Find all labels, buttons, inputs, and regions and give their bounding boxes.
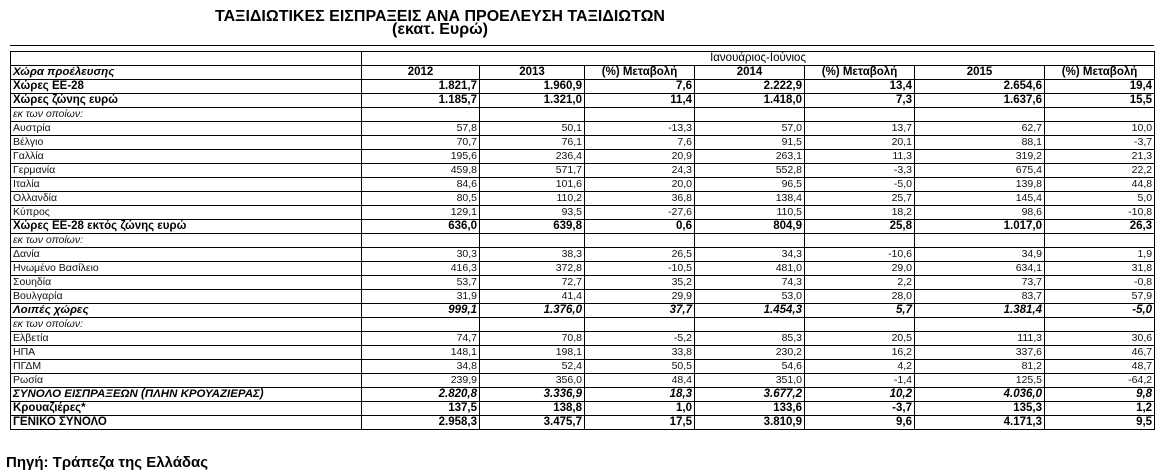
period-header-row bbox=[11, 52, 1155, 66]
value-cell: 29,9 bbox=[585, 290, 695, 304]
value-cell bbox=[585, 318, 695, 332]
value-cell: 30,6 bbox=[1045, 332, 1155, 346]
value-cell: 98,6 bbox=[915, 206, 1045, 220]
value-cell: -5,0 bbox=[805, 178, 915, 192]
value-cell: 7,3 bbox=[805, 94, 915, 108]
value-cell: 3.677,2 bbox=[695, 388, 805, 402]
value-cell: 53,7 bbox=[362, 276, 480, 290]
value-cell: 52,4 bbox=[480, 360, 585, 374]
period-header: Ιανουάριος-Ιούνιος bbox=[362, 52, 1155, 66]
header-country: Χώρα προέλευσης bbox=[11, 66, 362, 80]
country-cell: Ιταλία bbox=[11, 178, 362, 192]
value-cell: -13,3 bbox=[585, 122, 695, 136]
value-cell: 10,0 bbox=[1045, 122, 1155, 136]
value-cell: 34,3 bbox=[695, 248, 805, 262]
value-cell: 21,3 bbox=[1045, 150, 1155, 164]
value-cell bbox=[805, 234, 915, 248]
value-cell: 1.821,7 bbox=[362, 80, 480, 94]
value-cell: -5,0 bbox=[1045, 304, 1155, 318]
header-2015: 2015 bbox=[915, 66, 1045, 80]
value-cell: 319,2 bbox=[915, 150, 1045, 164]
value-cell bbox=[480, 108, 585, 122]
value-cell: 351,0 bbox=[695, 374, 805, 388]
value-cell: -3,3 bbox=[805, 164, 915, 178]
value-cell: 125,5 bbox=[915, 374, 1045, 388]
value-cell: 1.381,4 bbox=[915, 304, 1045, 318]
table-row bbox=[11, 164, 1155, 178]
country-cell: Αυστρία bbox=[11, 122, 362, 136]
value-cell: 0,6 bbox=[585, 220, 695, 234]
country-cell: Ελβετία bbox=[11, 332, 362, 346]
value-cell: 70,8 bbox=[480, 332, 585, 346]
country-cell: Ολλανδία bbox=[11, 192, 362, 206]
value-cell bbox=[480, 234, 585, 248]
value-cell: 148,1 bbox=[362, 346, 480, 360]
receipts-table bbox=[10, 51, 1155, 430]
value-cell bbox=[1045, 234, 1155, 248]
value-cell: 634,1 bbox=[915, 262, 1045, 276]
value-cell: 129,1 bbox=[362, 206, 480, 220]
value-cell bbox=[362, 318, 480, 332]
table-row bbox=[11, 80, 1155, 94]
table-row bbox=[11, 402, 1155, 416]
value-cell: 35,2 bbox=[585, 276, 695, 290]
value-cell bbox=[915, 108, 1045, 122]
value-cell: 57,0 bbox=[695, 122, 805, 136]
value-cell: 7,6 bbox=[585, 80, 695, 94]
value-cell: 3.475,7 bbox=[480, 416, 585, 430]
value-cell: 20,0 bbox=[585, 178, 695, 192]
value-cell: 20,5 bbox=[805, 332, 915, 346]
value-cell: 50,1 bbox=[480, 122, 585, 136]
country-cell: ΗΠΑ bbox=[11, 346, 362, 360]
table-row bbox=[11, 234, 1155, 248]
value-cell: 239,9 bbox=[362, 374, 480, 388]
value-cell: 337,6 bbox=[915, 346, 1045, 360]
table-row bbox=[11, 178, 1155, 192]
value-cell: 2.654,6 bbox=[915, 80, 1045, 94]
value-cell bbox=[1045, 108, 1155, 122]
value-cell: 1,9 bbox=[1045, 248, 1155, 262]
value-cell: 10,2 bbox=[805, 388, 915, 402]
value-cell: 4.171,3 bbox=[915, 416, 1045, 430]
value-cell: 25,7 bbox=[805, 192, 915, 206]
value-cell: 36,8 bbox=[585, 192, 695, 206]
country-cell: Λοιπές χώρες bbox=[11, 304, 362, 318]
value-cell: 41,4 bbox=[480, 290, 585, 304]
value-cell: 1.454,3 bbox=[695, 304, 805, 318]
header-2014: 2014 bbox=[695, 66, 805, 80]
value-cell: 74,7 bbox=[362, 332, 480, 346]
header-2012: 2012 bbox=[362, 66, 480, 80]
value-cell: 50,5 bbox=[585, 360, 695, 374]
country-cell: Βέλγιο bbox=[11, 136, 362, 150]
country-cell: εκ των οποίων: bbox=[11, 234, 362, 248]
value-cell: 57,9 bbox=[1045, 290, 1155, 304]
value-cell: 74,3 bbox=[695, 276, 805, 290]
value-cell bbox=[695, 318, 805, 332]
value-cell: 1,0 bbox=[585, 402, 695, 416]
value-cell: 70,7 bbox=[362, 136, 480, 150]
value-cell: 230,2 bbox=[695, 346, 805, 360]
table-row bbox=[11, 304, 1155, 318]
value-cell: 552,8 bbox=[695, 164, 805, 178]
value-cell: 145,4 bbox=[915, 192, 1045, 206]
country-cell: Ηνωμένο Βασίλειο bbox=[11, 262, 362, 276]
value-cell bbox=[585, 108, 695, 122]
value-cell: -64,2 bbox=[1045, 374, 1155, 388]
value-cell: 675,4 bbox=[915, 164, 1045, 178]
table-row bbox=[11, 150, 1155, 164]
country-cell: Γερμανία bbox=[11, 164, 362, 178]
value-cell: 29,0 bbox=[805, 262, 915, 276]
value-cell: 20,1 bbox=[805, 136, 915, 150]
table-row bbox=[11, 220, 1155, 234]
value-cell: 3.336,9 bbox=[480, 388, 585, 402]
value-cell: 48,4 bbox=[585, 374, 695, 388]
country-cell: Δανία bbox=[11, 248, 362, 262]
value-cell: 999,1 bbox=[362, 304, 480, 318]
value-cell: 1.017,0 bbox=[915, 220, 1045, 234]
value-cell: 110,5 bbox=[695, 206, 805, 220]
value-cell: 263,1 bbox=[695, 150, 805, 164]
country-cell: Κύπρος bbox=[11, 206, 362, 220]
value-cell: 135,3 bbox=[915, 402, 1045, 416]
value-cell: 101,6 bbox=[480, 178, 585, 192]
value-cell: -3,7 bbox=[1045, 136, 1155, 150]
value-cell: 1.321,0 bbox=[480, 94, 585, 108]
value-cell: 20,9 bbox=[585, 150, 695, 164]
value-cell bbox=[695, 234, 805, 248]
value-cell: 1.418,0 bbox=[695, 94, 805, 108]
header-change-2013: (%) Μεταβολή bbox=[585, 66, 695, 80]
value-cell: -1,4 bbox=[805, 374, 915, 388]
source-note: Πηγή: Τράπεζα της Ελλάδας bbox=[6, 454, 209, 471]
value-cell bbox=[585, 234, 695, 248]
value-cell bbox=[915, 318, 1045, 332]
value-cell: 459,8 bbox=[362, 164, 480, 178]
header-spacer bbox=[11, 52, 362, 66]
value-cell: 96,5 bbox=[695, 178, 805, 192]
value-cell: 11,4 bbox=[585, 94, 695, 108]
value-cell: 80,5 bbox=[362, 192, 480, 206]
value-cell bbox=[695, 108, 805, 122]
country-cell: Χώρες ζώνης ευρώ bbox=[11, 94, 362, 108]
country-cell: ΓΕΝΙΚΟ ΣΥΝΟΛΟ bbox=[11, 416, 362, 430]
value-cell: 88,1 bbox=[915, 136, 1045, 150]
value-cell: 24,3 bbox=[585, 164, 695, 178]
value-cell: 22,2 bbox=[1045, 164, 1155, 178]
value-cell: -3,7 bbox=[805, 402, 915, 416]
country-cell: εκ των οποίων: bbox=[11, 108, 362, 122]
value-cell: 31,8 bbox=[1045, 262, 1155, 276]
value-cell: 17,5 bbox=[585, 416, 695, 430]
value-cell: 16,2 bbox=[805, 346, 915, 360]
value-cell: 9,8 bbox=[1045, 388, 1155, 402]
header-2013: 2013 bbox=[480, 66, 585, 80]
value-cell: 19,4 bbox=[1045, 80, 1155, 94]
value-cell bbox=[362, 234, 480, 248]
table-row bbox=[11, 416, 1155, 430]
value-cell: 133,6 bbox=[695, 402, 805, 416]
value-cell: 18,3 bbox=[585, 388, 695, 402]
value-cell: 72,7 bbox=[480, 276, 585, 290]
value-cell: 85,3 bbox=[695, 332, 805, 346]
value-cell: 139,8 bbox=[915, 178, 1045, 192]
value-cell: 4.036,0 bbox=[915, 388, 1045, 402]
value-cell: 1.185,7 bbox=[362, 94, 480, 108]
value-cell: 356,0 bbox=[480, 374, 585, 388]
country-cell: Βουλγαρία bbox=[11, 290, 362, 304]
table-row bbox=[11, 206, 1155, 220]
country-cell: Σουηδία bbox=[11, 276, 362, 290]
table-row bbox=[11, 108, 1155, 122]
value-cell: 195,6 bbox=[362, 150, 480, 164]
value-cell: 57,8 bbox=[362, 122, 480, 136]
value-cell: 11,3 bbox=[805, 150, 915, 164]
value-cell: 18,2 bbox=[805, 206, 915, 220]
value-cell: 26,5 bbox=[585, 248, 695, 262]
table-row bbox=[11, 360, 1155, 374]
value-cell bbox=[805, 318, 915, 332]
value-cell: 2.222,9 bbox=[695, 80, 805, 94]
value-cell: 804,9 bbox=[695, 220, 805, 234]
value-cell: 372,8 bbox=[480, 262, 585, 276]
country-cell: εκ των οποίων: bbox=[11, 318, 362, 332]
country-cell: Χώρες ΕΕ-28 bbox=[11, 80, 362, 94]
value-cell: 138,4 bbox=[695, 192, 805, 206]
table-row bbox=[11, 374, 1155, 388]
table-row bbox=[11, 192, 1155, 206]
column-header-row bbox=[11, 66, 1155, 80]
value-cell: 1.376,0 bbox=[480, 304, 585, 318]
value-cell: 3.810,9 bbox=[695, 416, 805, 430]
table-row bbox=[11, 388, 1155, 402]
country-cell: Ρωσία bbox=[11, 374, 362, 388]
value-cell: -5,2 bbox=[585, 332, 695, 346]
value-cell bbox=[915, 234, 1045, 248]
value-cell bbox=[362, 108, 480, 122]
value-cell bbox=[480, 318, 585, 332]
value-cell: 1,2 bbox=[1045, 402, 1155, 416]
country-cell: ΠΓΔΜ bbox=[11, 360, 362, 374]
value-cell: 76,1 bbox=[480, 136, 585, 150]
value-cell: 46,7 bbox=[1045, 346, 1155, 360]
value-cell: 84,6 bbox=[362, 178, 480, 192]
country-cell: Χώρες ΕΕ-28 εκτός ζώνης ευρώ bbox=[11, 220, 362, 234]
value-cell: 636,0 bbox=[362, 220, 480, 234]
country-cell: ΣΥΝΟΛΟ ΕΙΣΠΡΑΞΕΩΝ (ΠΛΗΝ ΚΡΟΥΑΖΙΕΡΑΣ) bbox=[11, 388, 362, 402]
table-row bbox=[11, 276, 1155, 290]
table-row bbox=[11, 332, 1155, 346]
value-cell: 7,6 bbox=[585, 136, 695, 150]
value-cell: 2,2 bbox=[805, 276, 915, 290]
value-cell: 5,0 bbox=[1045, 192, 1155, 206]
value-cell: 81,2 bbox=[915, 360, 1045, 374]
value-cell: 30,3 bbox=[362, 248, 480, 262]
value-cell: 137,5 bbox=[362, 402, 480, 416]
value-cell: 2.820,8 bbox=[362, 388, 480, 402]
value-cell: 13,4 bbox=[805, 80, 915, 94]
value-cell: -27,6 bbox=[585, 206, 695, 220]
value-cell: 54,6 bbox=[695, 360, 805, 374]
value-cell: -10,6 bbox=[805, 248, 915, 262]
table-row bbox=[11, 262, 1155, 276]
value-cell: 2.958,3 bbox=[362, 416, 480, 430]
header-change-2015: (%) Μεταβολή bbox=[1045, 66, 1155, 80]
value-cell: 9,6 bbox=[805, 416, 915, 430]
value-cell: 5,7 bbox=[805, 304, 915, 318]
value-cell: 28,0 bbox=[805, 290, 915, 304]
value-cell: 53,0 bbox=[695, 290, 805, 304]
value-cell: 33,8 bbox=[585, 346, 695, 360]
value-cell: -0,8 bbox=[1045, 276, 1155, 290]
value-cell: 13,7 bbox=[805, 122, 915, 136]
table-row bbox=[11, 318, 1155, 332]
value-cell: 48,7 bbox=[1045, 360, 1155, 374]
value-cell: 9,5 bbox=[1045, 416, 1155, 430]
value-cell: 236,4 bbox=[480, 150, 585, 164]
table-subtitle: (εκατ. Ευρώ) bbox=[392, 21, 488, 38]
value-cell: 138,8 bbox=[480, 402, 585, 416]
country-cell: Κρουαζιέρες* bbox=[11, 402, 362, 416]
value-cell: 111,3 bbox=[915, 332, 1045, 346]
table-row bbox=[11, 136, 1155, 150]
value-cell: 83,7 bbox=[915, 290, 1045, 304]
value-cell: 1.960,9 bbox=[480, 80, 585, 94]
table-row bbox=[11, 290, 1155, 304]
table-row bbox=[11, 248, 1155, 262]
value-cell: 34,9 bbox=[915, 248, 1045, 262]
value-cell: 481,0 bbox=[695, 262, 805, 276]
value-cell: 73,7 bbox=[915, 276, 1045, 290]
value-cell: 38,3 bbox=[480, 248, 585, 262]
value-cell: 416,3 bbox=[362, 262, 480, 276]
value-cell: 37,7 bbox=[585, 304, 695, 318]
value-cell: 93,5 bbox=[480, 206, 585, 220]
value-cell: 639,8 bbox=[480, 220, 585, 234]
value-cell: 26,3 bbox=[1045, 220, 1155, 234]
table-row bbox=[11, 346, 1155, 360]
value-cell: 25,8 bbox=[805, 220, 915, 234]
value-cell: 571,7 bbox=[480, 164, 585, 178]
value-cell: 1.637,6 bbox=[915, 94, 1045, 108]
value-cell: 31,9 bbox=[362, 290, 480, 304]
table-row bbox=[11, 94, 1155, 108]
value-cell bbox=[805, 108, 915, 122]
value-cell: 62,7 bbox=[915, 122, 1045, 136]
country-cell: Γαλλία bbox=[11, 150, 362, 164]
table-title: ΤΑΞΙΔΙΩΤΙΚΕΣ ΕΙΣΠΡΑΞΕΙΣ ΑΝΑ ΠΡΟΕΛΕΥΣΗ ΤΑΞΙΔΙΩΤΩΝ bbox=[215, 8, 665, 25]
value-cell: 4,2 bbox=[805, 360, 915, 374]
value-cell: 91,5 bbox=[695, 136, 805, 150]
value-cell: -10,5 bbox=[585, 262, 695, 276]
table-row bbox=[11, 122, 1155, 136]
value-cell: 198,1 bbox=[480, 346, 585, 360]
value-cell: 15,5 bbox=[1045, 94, 1155, 108]
header-change-2014: (%) Μεταβολή bbox=[805, 66, 915, 80]
value-cell: 44,8 bbox=[1045, 178, 1155, 192]
value-cell: 34,8 bbox=[362, 360, 480, 374]
value-cell: -10,8 bbox=[1045, 206, 1155, 220]
value-cell bbox=[1045, 318, 1155, 332]
value-cell: 110,2 bbox=[480, 192, 585, 206]
